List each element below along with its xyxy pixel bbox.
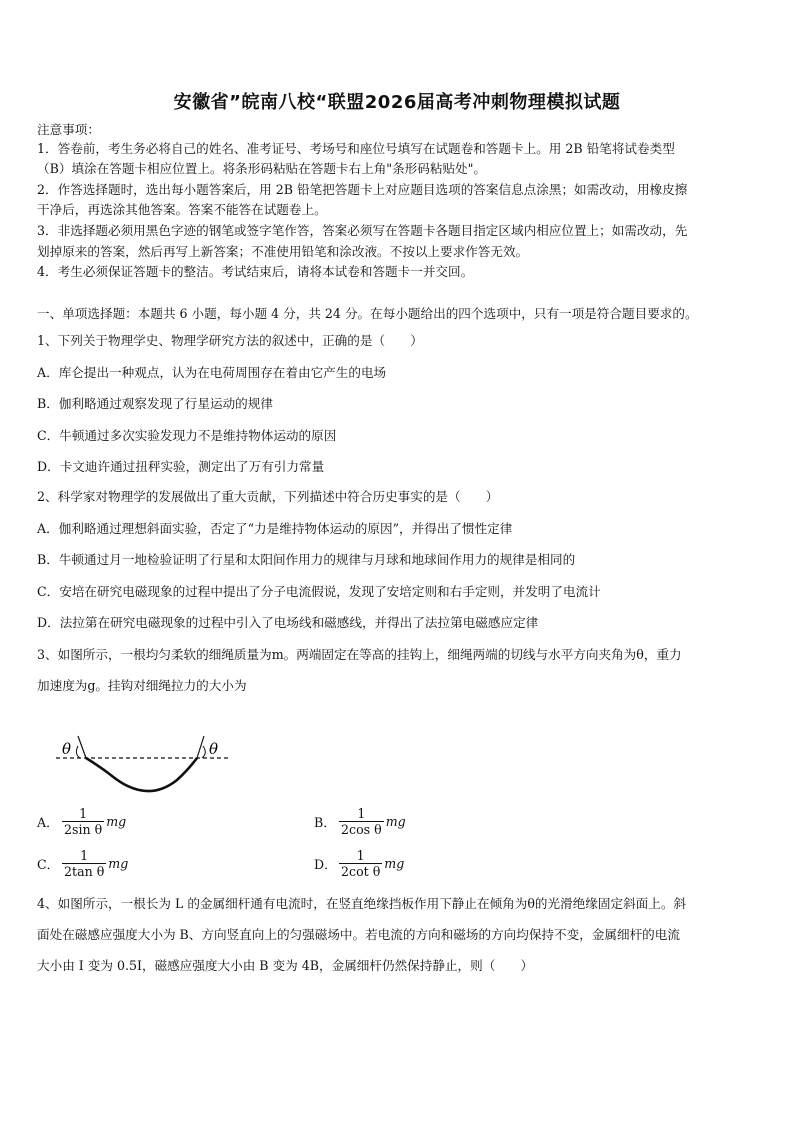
- option-label: D．: [314, 857, 337, 872]
- left-angle-arc: [76, 746, 80, 758]
- question-2-option-d: D．法拉第在研究电磁现象的过程中引入了电场线和磁感线，并得出了法拉第电磁感应定律: [37, 615, 539, 630]
- numerator: 1: [357, 806, 366, 821]
- denominator: 2sin θ: [64, 822, 103, 837]
- option-label: B．: [314, 815, 336, 830]
- denominator: 2cos θ: [341, 822, 382, 837]
- question-3-answer-d: [314, 848, 404, 879]
- question-2-option-a: A．伽利略通过理想斜面实验，否定了“力是维持物体运动的原因”，并得出了惯性定律: [37, 521, 513, 536]
- right-angle-arc: [202, 746, 205, 758]
- rope-figure: [52, 728, 232, 800]
- question-1-option-b: B．伽利略通过观察发现了行星运动的规律: [37, 396, 273, 411]
- notice-line: 划掉原来的答案，然后再写上新答案；不准使用铅笔和涂改液。不按以上要求作答无效。: [37, 244, 529, 259]
- question-1-stem: 1、下列关于物理学史、物理学研究方法的叙述中，正确的是（ ）: [37, 333, 423, 348]
- numerator: 1: [80, 848, 89, 863]
- question-3-answer-c: [37, 848, 128, 879]
- question-4-stem: 大小由 I 变为 0.5I，磁感应强度大小由 B 变为 4B，金属细杆仍然保持静止，则（ ）: [37, 958, 534, 973]
- fraction: [62, 848, 106, 879]
- denominator: 2tan θ: [64, 864, 105, 879]
- question-3-answer-b: [314, 806, 406, 837]
- question-2-option-b: B．牛顿通过月一地检验证明了行星和太阳间作用力的规律与月球和地球间作用力的规律是相同的: [37, 552, 576, 567]
- question-1-option-a: A．库仑提出一种观点，认为在电荷周围存在着由它产生的电场: [37, 365, 387, 380]
- numerator: 1: [79, 806, 88, 821]
- notice-line: 干净后，再选涂其他答案。答案不能答在试题卷上。: [37, 202, 327, 217]
- fraction: [62, 806, 104, 837]
- notice-line: 4．考生必须保证答题卡的整洁。考试结束后，请将本试卷和答题卡一并交回。: [37, 264, 474, 279]
- page-title: 安徽省”皖南八校“联盟2026届高考冲刺物理模拟试题: [173, 92, 621, 113]
- fraction: [339, 848, 382, 879]
- question-2-option-c: C．安培在研究电磁现象的过程中提出了分子电流假说，发现了安培定则和右手定则，并发明了电流计: [37, 584, 601, 599]
- denominator: 2cot θ: [341, 864, 381, 879]
- notice-line: 1．答卷前，考生务必将自己的姓名、准考证号、考场号和座位号填写在试题卷和答题卡上。用 2B 铅笔将试卷类型: [37, 141, 675, 156]
- notice-heading: 注意事项：: [37, 122, 100, 137]
- notice-line: 2．作答选择题时，选出每小题答案后，用 2B 铅笔把答题卡上对应题目选项的答案信息点涂黑；如需改动，用橡皮擦: [37, 182, 688, 197]
- mg-term: mg: [108, 856, 129, 871]
- left-hook: [78, 736, 86, 758]
- left-angle-label: θ: [62, 740, 72, 758]
- mg-term: mg: [106, 814, 127, 829]
- mg-term: mg: [385, 814, 406, 829]
- question-3-stem: 加速度为g。挂钩对细绳拉力的大小为: [37, 678, 247, 693]
- option-label: C．: [37, 857, 60, 872]
- question-2-stem: 2、科学家对物理学的发展做出了重大贡献，下列描述中符合历史事实的是（ ）: [37, 489, 499, 504]
- question-4-stem: 面处在磁感应强度大小为 B、方向竖直向上的匀强磁场中。若电流的方向和磁场的方向均保持不变，金属细杆的电流: [37, 927, 680, 942]
- rope-curve: [86, 758, 197, 791]
- section-heading: 一、单项选择题：本题共 6 小题，每小题 4 分，共 24 分。在每小题给出的四个选项中，只有一项是符合题目要求的。: [37, 306, 698, 321]
- option-label: A．: [37, 815, 59, 830]
- right-angle-label: θ: [209, 740, 219, 758]
- mg-term: mg: [384, 856, 405, 871]
- notice-line: 3．非选择题必须用黑色字迹的钢笔或签字笔作答，答案必须写在答题卡各题目指定区域内相应位置上；如需改动，先: [37, 223, 688, 238]
- question-3-answer-a: [37, 806, 126, 837]
- notice-line: （B）填涂在答题卡相应位置上。将条形码粘贴在答题卡右上角"条形码粘贴处"。: [37, 161, 487, 176]
- right-hook: [197, 736, 204, 758]
- fraction: [339, 806, 384, 837]
- numerator: 1: [356, 848, 365, 863]
- question-3-stem: 3、如图所示，一根均匀柔软的细绳质量为m。两端固定在等高的挂钩上，细绳两端的切线与水平方向夹角为θ，重力: [37, 647, 682, 662]
- question-1-option-c: C．牛顿通过多次实验发现力不是维持物体运动的原因: [37, 428, 337, 443]
- question-4-stem: 4、如图所示，一根长为 L 的金属细杆通有电流时，在竖直绝缘挡板作用下静止在倾角为θ的光滑绝缘固定斜面上。斜: [37, 896, 687, 911]
- question-1-option-d: D．卡文迪许通过扭秤实验，测定出了万有引力常量: [37, 459, 325, 474]
